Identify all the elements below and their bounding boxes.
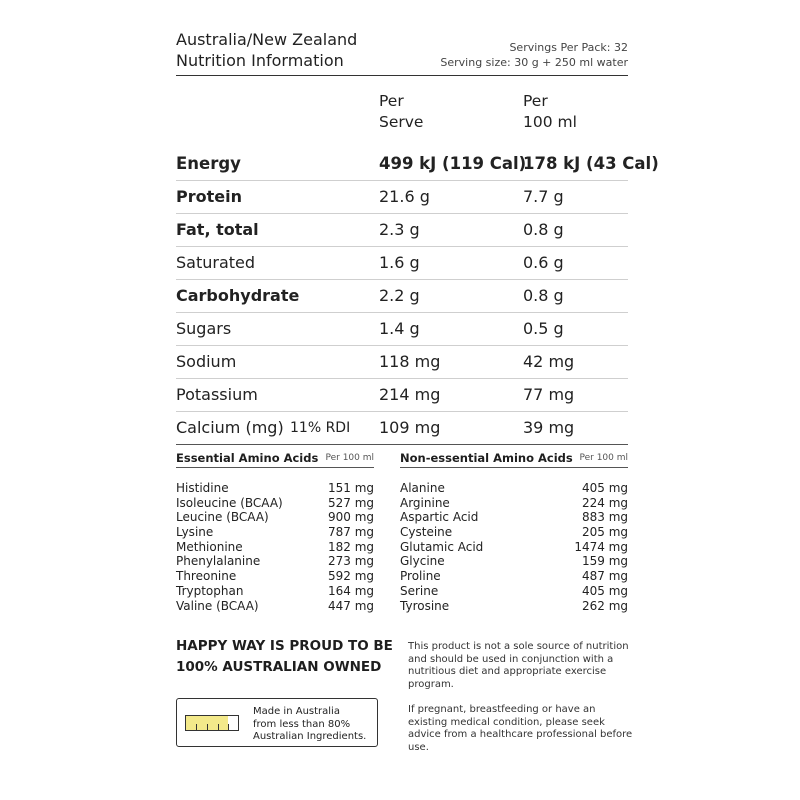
nutrient-per-serve: 1.4 g [379, 319, 420, 338]
list-item: Phenylalanine 273 mg [176, 554, 374, 569]
list-item: Proline 487 mg [400, 569, 628, 584]
essential-amino-acids [176, 451, 374, 613]
list-item: Aspartic Acid 883 mg [400, 510, 628, 525]
disclaimer [408, 641, 636, 767]
nutrient-name: Saturated [176, 253, 256, 272]
nutrient-per-100ml: 0.8 g [523, 286, 564, 305]
nutrient-name: Fat, total [176, 220, 259, 239]
disclaimer-nutrition: This product is not a sole source of nutrition and should be used in conjunction with a nutritious diet and appropriate exercise program. [408, 641, 629, 691]
nutrient-per-100ml: 0.8 g [523, 220, 564, 239]
nutrient-name: Sodium [176, 352, 237, 371]
nutrient-per-100ml: 178 kJ (43 Cal) [523, 154, 659, 173]
nutrient-per-serve: 118 mg [379, 352, 441, 371]
list-item: Cysteine 205 mg [400, 525, 628, 540]
nutrient-per-100ml: 0.6 g [523, 253, 564, 272]
essential-amino-list [176, 481, 374, 613]
list-item: Tyrosine 262 mg [400, 598, 628, 613]
title-line-2: Nutrition Information [176, 51, 344, 70]
nutrient-per-serve: 1.6 g [379, 253, 420, 272]
nutrient-name: Calcium (mg) [176, 418, 284, 437]
nutrient-name: Protein [176, 187, 242, 206]
nutrient-per-100ml: 39 mg [523, 418, 575, 437]
nutrient-row-energy [176, 145, 659, 181]
australian-ingredients-bar-icon [185, 715, 239, 731]
nutrient-row-sugars [176, 313, 628, 346]
ownership-line-1: HAPPY WAY IS PROUD TO BE [176, 638, 393, 654]
nutrition-table [176, 145, 659, 445]
badge-text: Made in Australia from less than 80% Australian Ingredients. [253, 706, 367, 742]
essential-amino-heading [176, 451, 374, 468]
made-in-australia-badge [176, 698, 378, 747]
ownership-statement [176, 636, 393, 678]
list-item: Leucine (BCAA) 900 mg [176, 510, 374, 525]
nutrient-per-serve: 2.3 g [379, 220, 420, 239]
list-item: Serine 405 mg [400, 583, 628, 598]
nonessential-amino-acids [400, 451, 628, 613]
list-item: Histidine 151 mg [176, 481, 374, 495]
list-item: Alanine 405 mg [400, 481, 628, 495]
nonessential-amino-heading [400, 451, 628, 468]
nutrient-name: Carbohydrate [176, 286, 300, 305]
title-line-1: Australia/New Zealand [176, 30, 358, 49]
per-serve-heading: Per Serve [379, 92, 424, 131]
list-item: Threonine 592 mg [176, 569, 374, 584]
disclaimer-medical: If pregnant, breastfeeding or have an existing medical condition, please seek advice from a healthcare professional before use. [408, 703, 633, 753]
nutrient-per-100ml: 42 mg [523, 352, 575, 371]
nutrient-per-serve: 214 mg [379, 385, 441, 404]
nutrient-row-saturated [176, 247, 628, 280]
nutrient-row-sodium [176, 346, 628, 379]
serving-info [440, 40, 628, 70]
essential-amino-unit: Per 100 ml [325, 453, 374, 463]
nutrient-row-carbohydrate [176, 280, 628, 313]
nutrient-per-serve: 2.2 g [379, 286, 420, 305]
nutrient-per-serve: 21.6 g [379, 187, 430, 206]
list-item: Arginine 224 mg [400, 495, 628, 510]
nutrient-row-calcium [176, 412, 628, 445]
list-item: Valine (BCAA) 447 mg [176, 598, 374, 613]
ownership-line-2: 100% AUSTRALIAN OWNED [176, 659, 382, 675]
nonessential-amino-unit: Per 100 ml [579, 453, 628, 463]
nutrient-row-potassium [176, 379, 628, 412]
list-item: Glutamic Acid 1474 mg [400, 539, 628, 554]
nutrient-row-protein [176, 181, 628, 214]
per-100ml-heading: Per 100 ml [523, 92, 577, 131]
nutrient-per-serve: 109 mg [379, 418, 441, 437]
list-item: Tryptophan 164 mg [176, 583, 374, 598]
list-item: Glycine 159 mg [400, 554, 628, 569]
nonessential-amino-list [400, 481, 628, 613]
nutrient-rdi: 11% RDI [290, 420, 351, 436]
panel-title [176, 29, 357, 71]
list-item: Lysine 787 mg [176, 525, 374, 540]
serving-size: Serving size: 30 g + 250 ml water [440, 56, 628, 69]
list-item: Methionine 182 mg [176, 539, 374, 554]
nutrient-per-100ml: 77 mg [523, 385, 575, 404]
nonessential-amino-title: Non-essential Amino Acids [400, 451, 573, 465]
nutrient-per-100ml: 7.7 g [523, 187, 564, 206]
nutrient-row-fat-total [176, 214, 628, 247]
nutrient-name: Sugars [176, 319, 232, 338]
nutrient-name: Energy [176, 154, 241, 173]
nutrient-per-serve: 499 kJ (119 Cal) [379, 154, 527, 173]
nutrient-per-100ml: 0.5 g [523, 319, 564, 338]
essential-amino-title: Essential Amino Acids [176, 451, 319, 465]
nutrient-name: Potassium [176, 385, 258, 404]
list-item: Isoleucine (BCAA) 527 mg [176, 495, 374, 510]
servings-per-pack: Servings Per Pack: 32 [509, 41, 628, 54]
header-divider [176, 75, 628, 76]
